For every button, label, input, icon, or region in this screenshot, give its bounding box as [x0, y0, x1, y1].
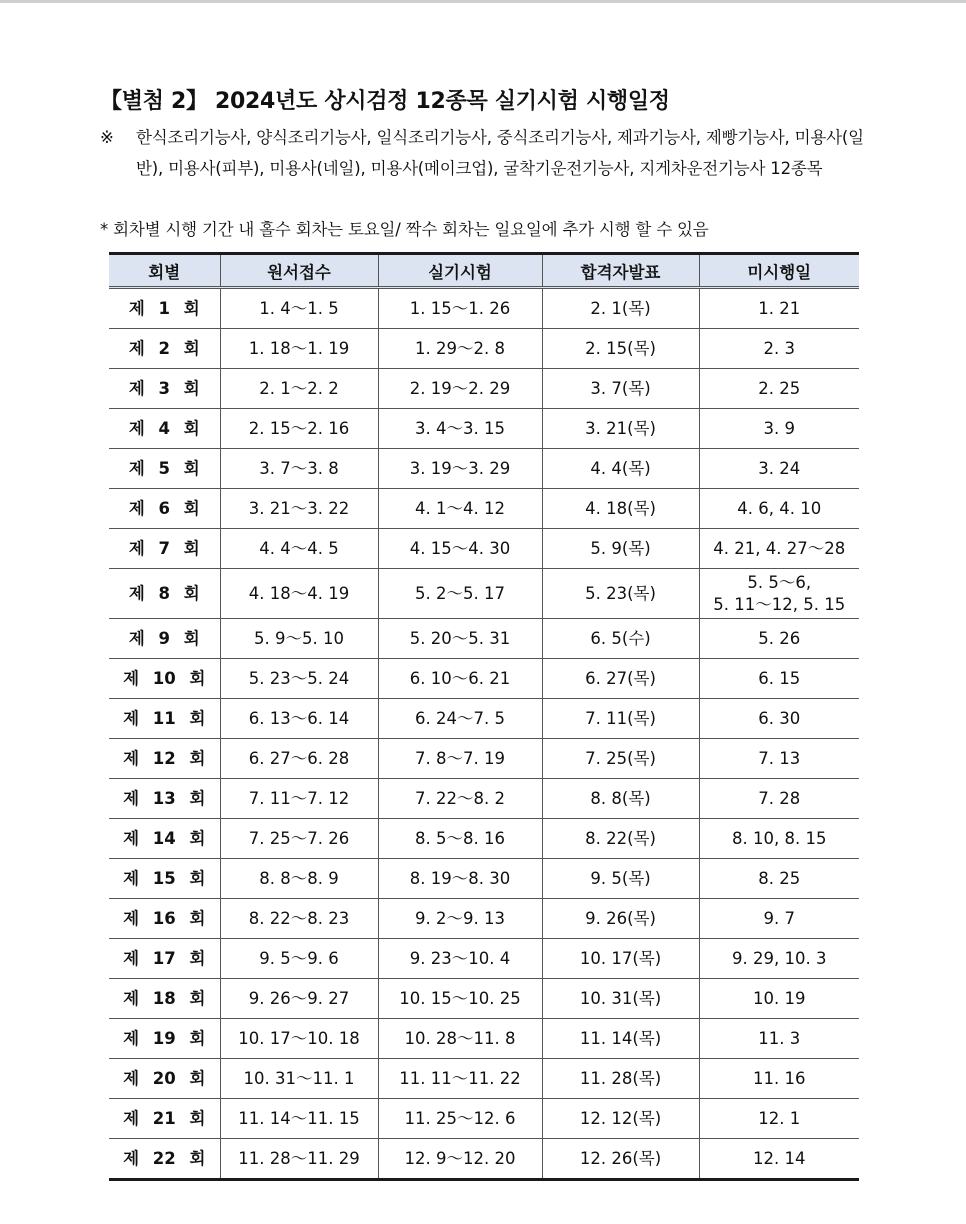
non-exam-days-line: 2. 3	[763, 338, 795, 358]
announcement-date-cell: 2. 15(목)	[542, 329, 699, 369]
announcement-date-cell: 8. 8(목)	[542, 779, 699, 819]
non-exam-days-cell	[699, 569, 859, 619]
table-body	[109, 288, 859, 1180]
document-title: 【별첨 2】 2024년도 상시검정 12종목 실기시험 시행일정	[100, 89, 670, 114]
announcement-date-cell: 4. 4(목)	[542, 449, 699, 489]
table-row	[109, 819, 859, 859]
exam-period-cell: 9. 23～10. 4	[378, 939, 542, 979]
non-exam-days-line: 5. 26	[758, 628, 801, 648]
non-exam-days-cell	[699, 1019, 859, 1059]
exam-period-cell: 6. 10～6. 21	[378, 659, 542, 699]
exam-period-cell: 11. 11～11. 22	[378, 1059, 542, 1099]
exam-period-cell: 5. 20～5. 31	[378, 619, 542, 659]
announcement-date-cell: 10. 31(목)	[542, 979, 699, 1019]
note-text: 한식조리기능사, 양식조리기능사, 일식조리기능사, 중식조리기능사, 제과기능사, 제빵기능사, 미용사(일반), 미용사(피부), 미용사(네일), 미용사(메이크업), 굴착기운전기능사, 지게차운전기능사 12종목	[136, 128, 864, 178]
announcement-date-cell: 11. 14(목)	[542, 1019, 699, 1059]
exam-period-cell: 7. 22～8. 2	[378, 779, 542, 819]
exam-period-cell: 12. 9～12. 20	[378, 1139, 542, 1180]
round-cell: 제 6 회	[109, 489, 220, 529]
round-cell: 제 7 회	[109, 529, 220, 569]
non-exam-days-cell	[699, 779, 859, 819]
announcement-date-cell: 8. 22(목)	[542, 819, 699, 859]
round-cell: 제 4 회	[109, 409, 220, 449]
non-exam-days-line: 5. 11～12, 5. 15	[713, 594, 846, 614]
table-header-row	[109, 254, 859, 288]
non-exam-days-cell	[699, 409, 859, 449]
non-exam-days-line: 10. 19	[753, 988, 806, 1008]
announcement-date-cell: 6. 5(수)	[542, 619, 699, 659]
table-row	[109, 1019, 859, 1059]
table-row	[109, 369, 859, 409]
table-row	[109, 1099, 859, 1139]
application-period-cell: 7. 25～7. 26	[220, 819, 378, 859]
application-period-cell: 5. 23～5. 24	[220, 659, 378, 699]
non-exam-days-line: 12. 14	[753, 1148, 806, 1168]
application-period-cell: 7. 11～7. 12	[220, 779, 378, 819]
non-exam-days-line: 7. 28	[758, 788, 801, 808]
non-exam-days-cell	[699, 1099, 859, 1139]
non-exam-days-line: 3. 24	[758, 458, 801, 478]
application-period-cell: 3. 7～3. 8	[220, 449, 378, 489]
non-exam-days-line: 3. 9	[763, 418, 795, 438]
non-exam-days-cell	[699, 1059, 859, 1099]
application-period-cell: 4. 4～4. 5	[220, 529, 378, 569]
round-cell: 제 2 회	[109, 329, 220, 369]
announcement-date-cell: 12. 26(목)	[542, 1139, 699, 1180]
non-exam-days-cell	[699, 1139, 859, 1180]
application-period-cell: 2. 1～2. 2	[220, 369, 378, 409]
exam-period-cell: 3. 19～3. 29	[378, 449, 542, 489]
round-cell: 제 9 회	[109, 619, 220, 659]
application-period-cell: 11. 14～11. 15	[220, 1099, 378, 1139]
announcement-date-cell: 11. 28(목)	[542, 1059, 699, 1099]
exam-period-cell: 1. 15～1. 26	[378, 288, 542, 329]
round-cell: 제 3 회	[109, 369, 220, 409]
round-cell: 제 11 회	[109, 699, 220, 739]
round-cell: 제 20 회	[109, 1059, 220, 1099]
header-non-exam-days: 미시행일	[699, 254, 859, 288]
note-reference-mark: ※	[100, 128, 114, 147]
table-row	[109, 288, 859, 329]
non-exam-days-cell	[699, 288, 859, 329]
target-exams-note	[100, 122, 890, 184]
exam-period-cell: 9. 2～9. 13	[378, 899, 542, 939]
round-cell: 제 10 회	[109, 659, 220, 699]
announcement-date-cell: 10. 17(목)	[542, 939, 699, 979]
exam-schedule-table	[109, 252, 859, 1181]
non-exam-days-cell	[699, 329, 859, 369]
header-application: 원서접수	[220, 254, 378, 288]
exam-period-cell: 7. 8～7. 19	[378, 739, 542, 779]
table-row	[109, 529, 859, 569]
application-period-cell: 11. 28～11. 29	[220, 1139, 378, 1180]
page-top-border	[0, 0, 966, 3]
non-exam-days-line: 5. 5～6,	[747, 572, 812, 592]
table-row	[109, 779, 859, 819]
round-cell: 제 15 회	[109, 859, 220, 899]
exam-period-cell: 1. 29～2. 8	[378, 329, 542, 369]
exam-period-cell: 4. 1～4. 12	[378, 489, 542, 529]
table-row	[109, 739, 859, 779]
application-period-cell: 1. 4～1. 5	[220, 288, 378, 329]
round-cell: 제 17 회	[109, 939, 220, 979]
non-exam-days-line: 8. 10, 8. 15	[732, 828, 827, 848]
non-exam-days-cell	[699, 619, 859, 659]
non-exam-days-line: 4. 21, 4. 27～28	[713, 538, 846, 558]
non-exam-days-line: 12. 1	[758, 1108, 801, 1128]
round-cell: 제 16 회	[109, 899, 220, 939]
non-exam-days-cell	[699, 859, 859, 899]
non-exam-days-line: 2. 25	[758, 378, 801, 398]
non-exam-days-cell	[699, 739, 859, 779]
exam-period-cell: 10. 28～11. 8	[378, 1019, 542, 1059]
table-row	[109, 329, 859, 369]
application-period-cell: 4. 18～4. 19	[220, 569, 378, 619]
exam-period-cell: 8. 19～8. 30	[378, 859, 542, 899]
table-row	[109, 939, 859, 979]
application-period-cell: 9. 5～9. 6	[220, 939, 378, 979]
non-exam-days-line: 6. 30	[758, 708, 801, 728]
non-exam-days-line: 11. 3	[758, 1028, 801, 1048]
table-row	[109, 449, 859, 489]
non-exam-days-line: 6. 15	[758, 668, 801, 688]
non-exam-days-line: 8. 25	[758, 868, 801, 888]
round-cell: 제 22 회	[109, 1139, 220, 1180]
non-exam-days-cell	[699, 899, 859, 939]
round-cell: 제 1 회	[109, 288, 220, 329]
announcement-date-cell: 7. 11(목)	[542, 699, 699, 739]
round-cell: 제 5 회	[109, 449, 220, 489]
exam-period-cell: 8. 5～8. 16	[378, 819, 542, 859]
table-row	[109, 489, 859, 529]
exam-period-cell: 4. 15～4. 30	[378, 529, 542, 569]
non-exam-days-line: 11. 16	[753, 1068, 806, 1088]
round-cell: 제 12 회	[109, 739, 220, 779]
table-row	[109, 699, 859, 739]
non-exam-days-cell	[699, 819, 859, 859]
table-row	[109, 1059, 859, 1099]
application-period-cell: 6. 13～6. 14	[220, 699, 378, 739]
announcement-date-cell: 2. 1(목)	[542, 288, 699, 329]
non-exam-days-cell	[699, 659, 859, 699]
application-period-cell: 8. 8～8. 9	[220, 859, 378, 899]
table-row	[109, 659, 859, 699]
header-announcement: 합격자발표	[542, 254, 699, 288]
table-row	[109, 1139, 859, 1180]
round-cell: 제 14 회	[109, 819, 220, 859]
announcement-date-cell: 3. 7(목)	[542, 369, 699, 409]
exam-period-cell: 6. 24～7. 5	[378, 699, 542, 739]
application-period-cell: 10. 31～11. 1	[220, 1059, 378, 1099]
exam-period-cell: 11. 25～12. 6	[378, 1099, 542, 1139]
application-period-cell: 2. 15～2. 16	[220, 409, 378, 449]
announcement-date-cell: 6. 27(목)	[542, 659, 699, 699]
application-period-cell: 10. 17～10. 18	[220, 1019, 378, 1059]
table-row	[109, 569, 859, 619]
announcement-date-cell: 5. 23(목)	[542, 569, 699, 619]
non-exam-days-cell	[699, 369, 859, 409]
non-exam-days-cell	[699, 529, 859, 569]
additional-exam-note: * 회차별 시행 기간 내 홀수 회차는 토요일/ 짝수 회차는 일요일에 추가 시행 할 수 있음	[100, 220, 709, 239]
non-exam-days-line: 9. 29, 10. 3	[732, 948, 827, 968]
round-cell: 제 18 회	[109, 979, 220, 1019]
round-cell: 제 8 회	[109, 569, 220, 619]
non-exam-days-line: 9. 7	[763, 908, 795, 928]
announcement-date-cell: 4. 18(목)	[542, 489, 699, 529]
application-period-cell: 6. 27～6. 28	[220, 739, 378, 779]
non-exam-days-line: 7. 13	[758, 748, 801, 768]
table-row	[109, 899, 859, 939]
announcement-date-cell: 9. 5(목)	[542, 859, 699, 899]
application-period-cell: 3. 21～3. 22	[220, 489, 378, 529]
table-row	[109, 409, 859, 449]
non-exam-days-cell	[699, 489, 859, 529]
non-exam-days-cell	[699, 979, 859, 1019]
non-exam-days-line: 1. 21	[758, 298, 801, 318]
non-exam-days-line: 4. 6, 4. 10	[737, 498, 822, 518]
announcement-date-cell: 5. 9(목)	[542, 529, 699, 569]
exam-period-cell: 3. 4～3. 15	[378, 409, 542, 449]
application-period-cell: 5. 9～5. 10	[220, 619, 378, 659]
header-exam: 실기시험	[378, 254, 542, 288]
non-exam-days-cell	[699, 939, 859, 979]
exam-period-cell: 2. 19～2. 29	[378, 369, 542, 409]
non-exam-days-cell	[699, 449, 859, 489]
non-exam-days-cell	[699, 699, 859, 739]
round-cell: 제 21 회	[109, 1099, 220, 1139]
application-period-cell: 1. 18～1. 19	[220, 329, 378, 369]
exam-period-cell: 10. 15～10. 25	[378, 979, 542, 1019]
table-row	[109, 979, 859, 1019]
table-row	[109, 619, 859, 659]
announcement-date-cell: 9. 26(목)	[542, 899, 699, 939]
announcement-date-cell: 3. 21(목)	[542, 409, 699, 449]
header-round: 회별	[109, 254, 220, 288]
application-period-cell: 8. 22～8. 23	[220, 899, 378, 939]
table-row	[109, 859, 859, 899]
announcement-date-cell: 7. 25(목)	[542, 739, 699, 779]
application-period-cell: 9. 26～9. 27	[220, 979, 378, 1019]
round-cell: 제 19 회	[109, 1019, 220, 1059]
round-cell: 제 13 회	[109, 779, 220, 819]
exam-period-cell: 5. 2～5. 17	[378, 569, 542, 619]
announcement-date-cell: 12. 12(목)	[542, 1099, 699, 1139]
